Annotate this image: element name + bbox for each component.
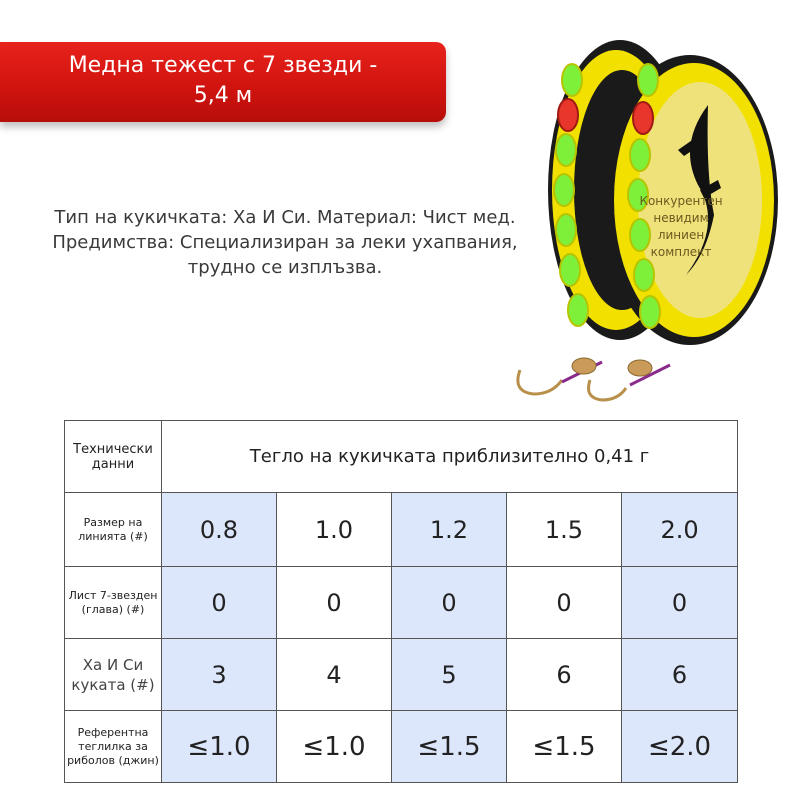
row-label: Лист 7-звезден (глава) (#) [65, 567, 162, 639]
cell-value: 6 [507, 639, 622, 711]
title-banner [0, 42, 446, 122]
table-row [65, 711, 738, 783]
description-line-1: Тип на кукичката: Ха И Си. Материал: Чист мед. [54, 207, 516, 228]
cell-value: 0 [507, 567, 622, 639]
cell-value: 0.8 [162, 493, 277, 567]
cell-value: 0 [162, 567, 277, 639]
cell-value: ≤2.0 [622, 711, 738, 783]
cell-value: ≤1.5 [507, 711, 622, 783]
cell-value: 0 [277, 567, 392, 639]
copper-weights [572, 358, 652, 376]
table-row [65, 639, 738, 711]
product-description [20, 205, 550, 280]
table-row [65, 567, 738, 639]
row-label: Размер на линията (#) [65, 493, 162, 567]
description-line-2: Предимства: Специализиран за леки ухапвания, [52, 232, 518, 253]
cell-value: 0 [392, 567, 507, 639]
row-label: Референтна теглилка за риболов (джин) [65, 711, 162, 783]
cell-value: 1.5 [507, 493, 622, 567]
overlay-line-3: линиен [657, 228, 705, 242]
row-label: Ха И Си куката (#) [65, 639, 162, 711]
spec-table [64, 420, 738, 783]
cell-value: 4 [277, 639, 392, 711]
table-header-row [65, 421, 738, 493]
table-row [65, 493, 738, 567]
cell-value: 3 [162, 639, 277, 711]
overlay-line-1: Конкурентен [639, 194, 723, 208]
cell-value: 2.0 [622, 493, 738, 567]
cell-value: 5 [392, 639, 507, 711]
cell-value: ≤1.0 [162, 711, 277, 783]
cell-value: ≤1.0 [277, 711, 392, 783]
cell-value: 0 [622, 567, 738, 639]
cell-value: 1.2 [392, 493, 507, 567]
description-line-3: трудно се изплъзва. [187, 257, 383, 278]
cell-value: ≤1.5 [392, 711, 507, 783]
overlay-line-4: комплект [650, 245, 712, 259]
overlay-line-2: невидим [653, 211, 709, 225]
cell-value: 1.0 [277, 493, 392, 567]
title-line-1: Медна тежест с 7 звезди - [68, 53, 378, 78]
title-line-2: 5,4 м [193, 83, 253, 108]
hook-weight-note: Тегло на кукичката приблизително 0,41 г [162, 421, 738, 493]
header-label: Технически данни [65, 421, 162, 493]
cell-value: 6 [622, 639, 738, 711]
product-overlay-text [636, 193, 726, 261]
